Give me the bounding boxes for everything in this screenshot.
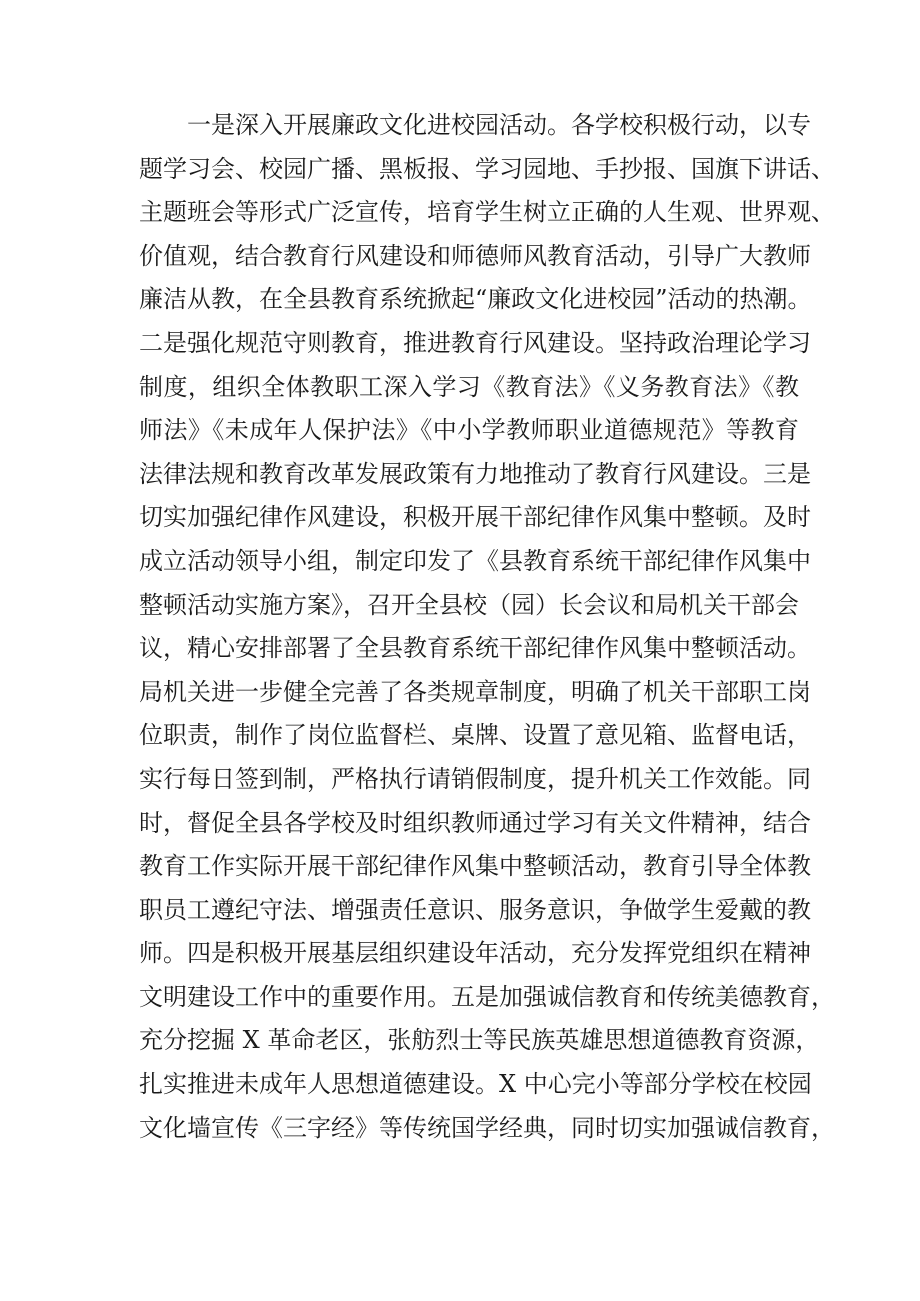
text-line: 时，督促全县各学校及时组织教师通过学习有关文件精神，结合 [139,808,811,837]
text-line: 职员工遵纪守法、增强责任意识、服务意识，争做学生爱戴的教 [139,895,811,924]
text-line: 位职责，制作了岗位监督栏、桌牌、设置了意见箱、监督电话， [139,721,811,750]
text-line: 整顿活动实施方案》，召开全县校（园）长会议和局机关干部会 [139,590,799,619]
text-line: 局机关进一步健全完善了各类规章制度，明确了机关干部职工岗 [139,677,811,706]
text-line: 二是强化规范守则教育，推进教育行风建设。坚持政治理论学习 [139,328,811,357]
text-line: 主题班会等形式广泛宣传，培育学生树立正确的人生观、世界观、 [139,198,835,227]
text-line: 一是深入开展廉政文化进校园活动。各学校积极行动，以专 [187,111,811,139]
text-line: 价值观，结合教育行风建设和师德师风教育活动，引导广大教师 [139,241,811,270]
text-line: 制度，组织全体教职工深入学习《教育法》《义务教育法》《教 [139,372,799,401]
text-line: 成立活动领导小组，制定印发了《县教育系统干部纪律作风集中 [139,546,811,575]
text-line: 切实加强纪律作风建设，积极开展干部纪律作风集中整顿。及时 [139,503,811,532]
text-line: 教育工作实际开展干部纪律作风集中整顿活动，教育引导全体教 [139,852,811,881]
text-line: 文明建设工作中的重要作用。五是加强诚信教育和传统美德教育， [139,982,835,1011]
text-line: 文化墙宣传《三字经》等传统国学经典，同时切实加强诚信教育， [139,1113,835,1142]
text-line: 师。四是积极开展基层组织建设年活动，充分发挥党组织在精神 [139,939,811,968]
text-line: 议，精心安排部署了全县教育系统干部纪律作风集中整顿活动。 [139,634,811,663]
text-line: 题学习会、校园广播、黑板报、学习园地、手抄报、国旗下讲话、 [139,154,835,183]
text-line: 廉洁从教，在全县教育系统掀起“廉政文化进校园”活动的热潮。 [139,285,812,314]
text-line: 充分挖掘 X 革命老区，张舫烈士等民族英雄思想道德教育资源， [139,1026,820,1055]
text-line: 法律法规和教育改革发展政策有力地推动了教育行风建设。三是 [139,459,811,488]
body-paragraph [139,104,835,1150]
text-line: 师法》《未成年人保护法》《中小学教师职业道德规范》等教育 [139,416,799,445]
text-line: 扎实推进未成年人思想道德建设。X 中心完小等部分学校在校园 [139,1070,812,1099]
text-line: 实行每日签到制，严格执行请销假制度，提升机关工作效能。同 [139,764,811,793]
